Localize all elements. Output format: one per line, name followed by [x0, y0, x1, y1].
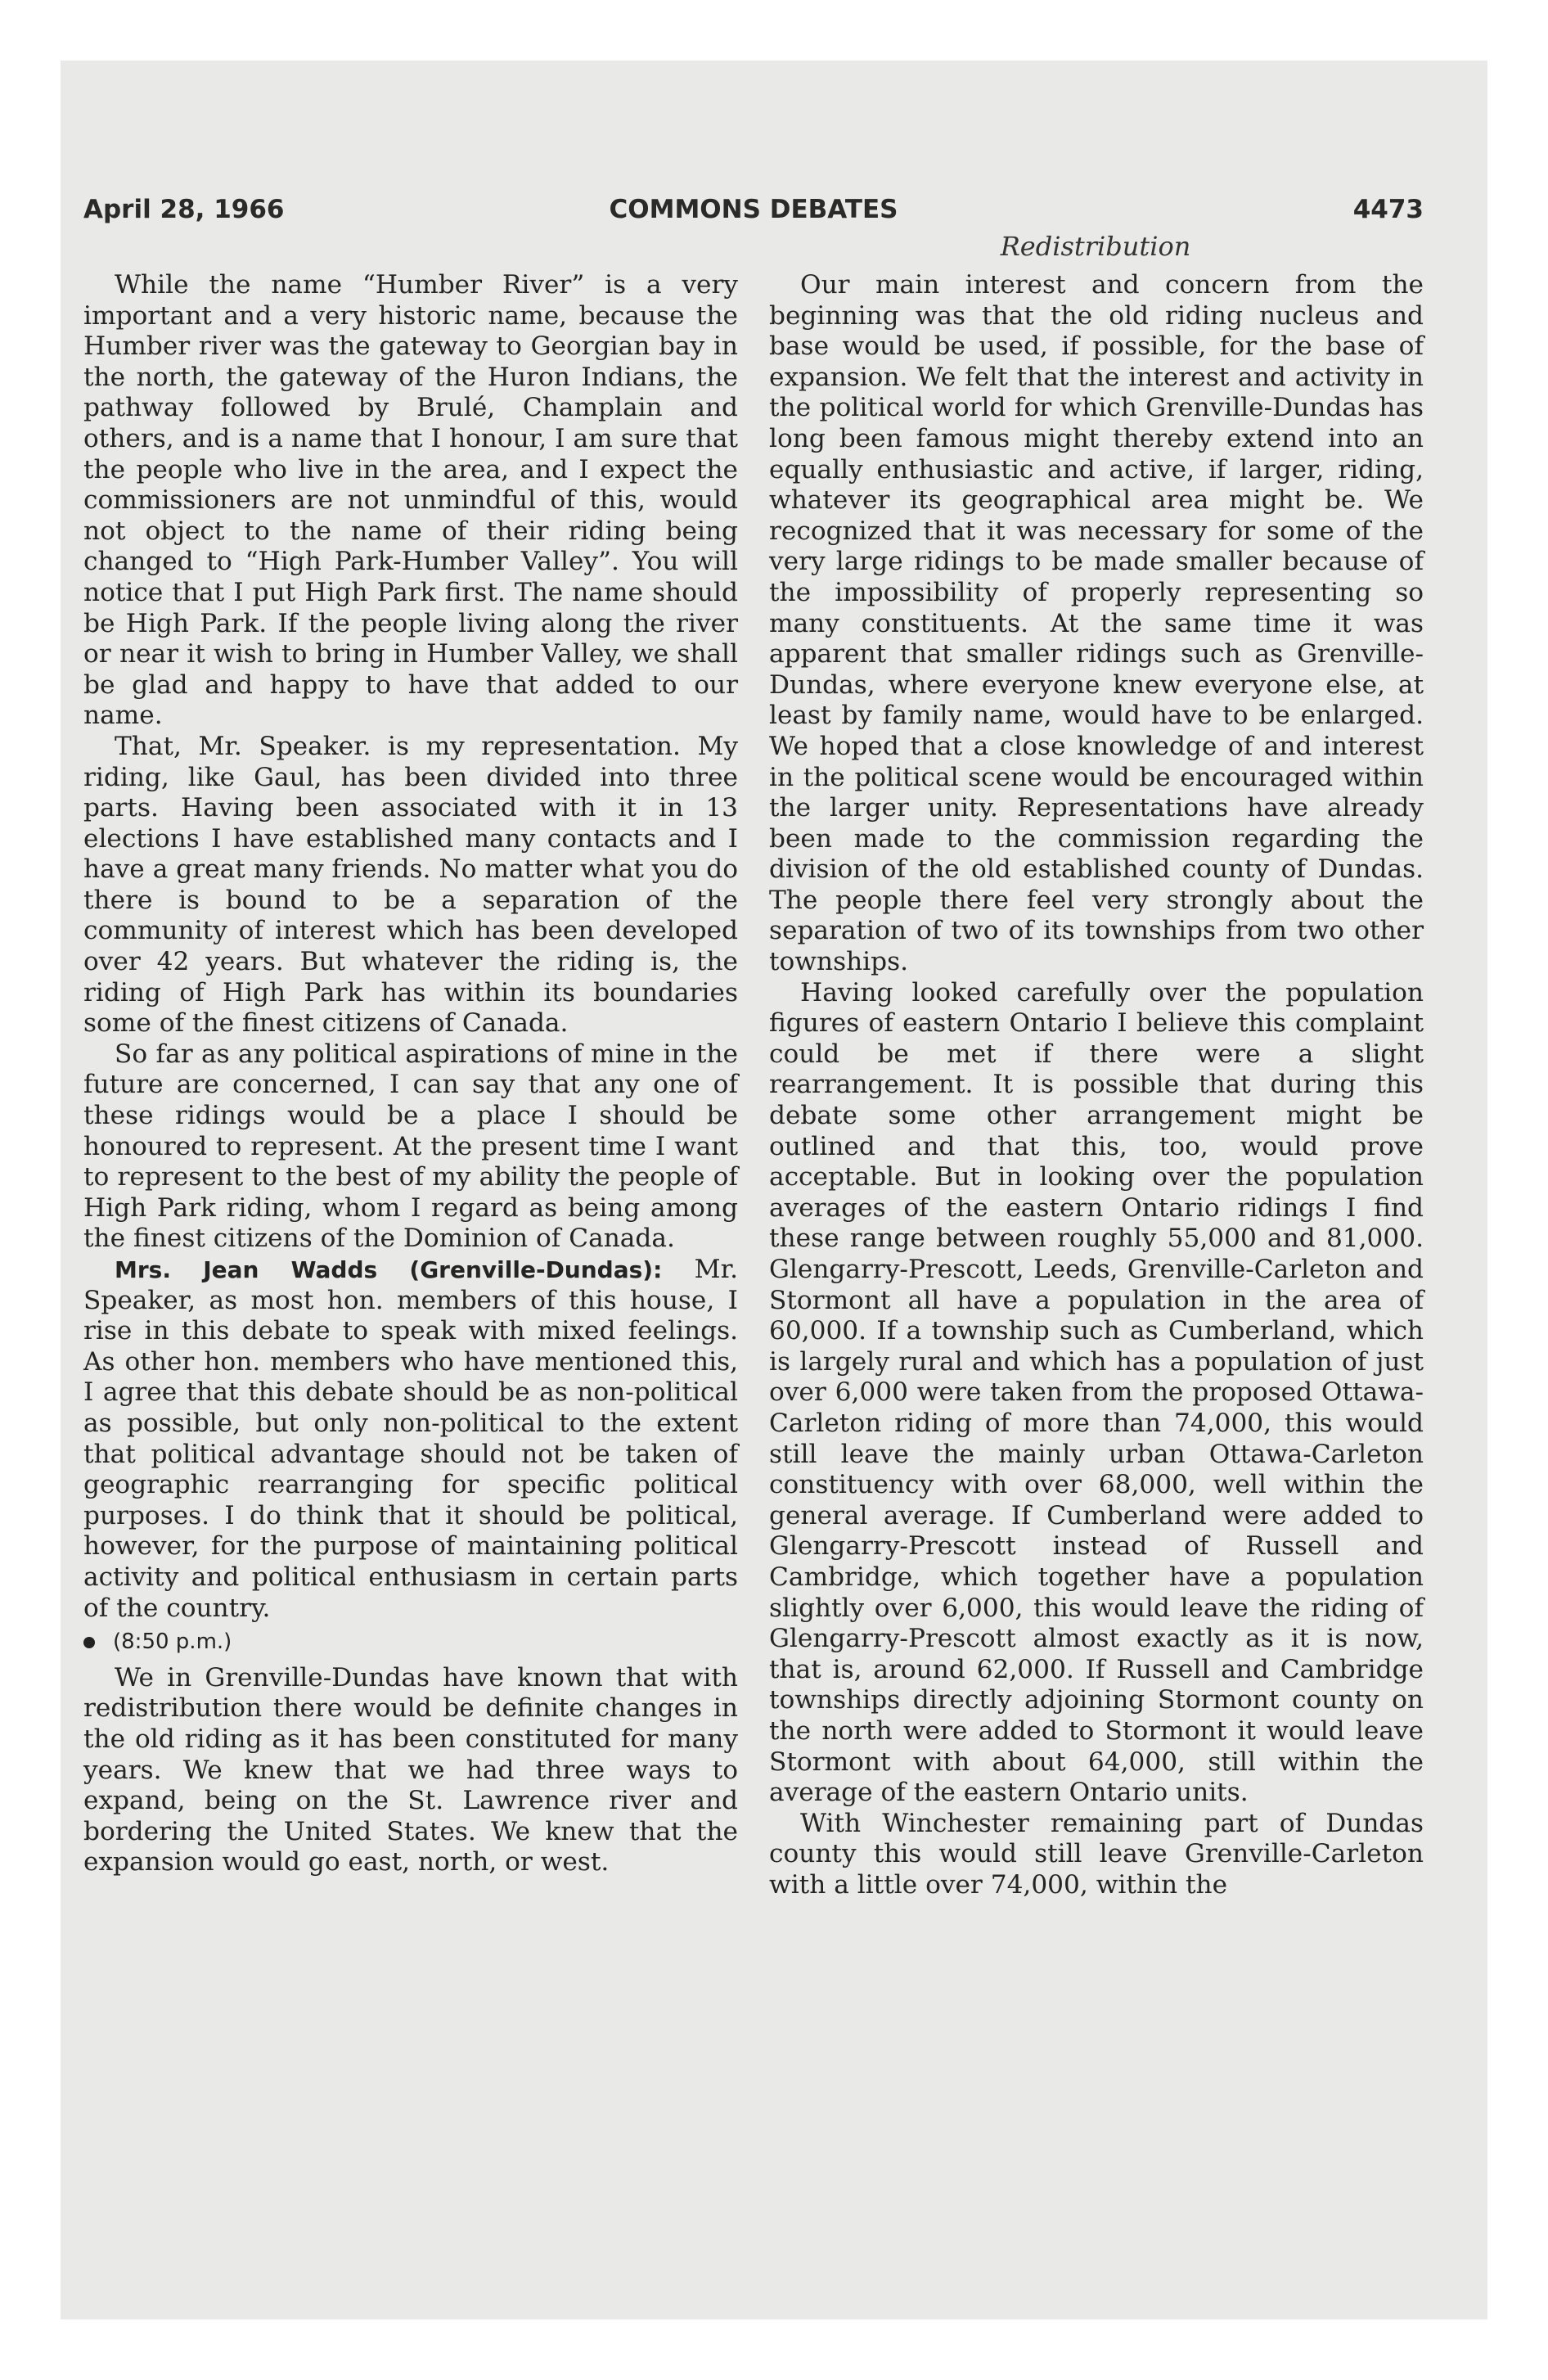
paragraph: So far as any political aspirations of mine in the future are concerned, I can say that any one of these ridings would be a place I should be honoured to represent. At the present time I want to represent to the best of my ability the people of High Park riding, whom I regard as being among the finest citizens of the Dominion of Canada.	[83, 1039, 738, 1254]
speaker-paragraph	[83, 1255, 738, 1624]
time-text: (8:50 p.m.)	[113, 1629, 232, 1655]
paragraph: Having looked carefully over the population figures of eastern Ontario I believe this complaint could be met if there were a slight rearrangement. It is possible that during this debate some other arrangement might be outlined and that this, too, would prove acceptable. But in looking over the population averages of the eastern Ontario ridings I find these range between roughly 55,000 and 81,000. Glengarry-Prescott, Leeds, Grenville-Carleton and Stormont all have a population in the area of 60,000. If a township such as Cumberland, which is largely rural and which has a population of just over 6,000 were taken from the proposed Ottawa-Carleton riding of more than 74,000, this would still leave the mainly urban Ottawa-Carleton constituency with over 68,000, well within the general average. If Cumberland were added to Glengarry-Prescott instead of Russell and Cambridge, which together have a population slightly over 6,000, this would leave the riding of Glengarry-Prescott almost exactly as it is now, that is, around 62,000. If Russell and Cambridge townships directly adjoining Stormont county on the north were added to Stormont it would leave Stormont with about 64,000, still within the average of the eastern Ontario units.	[769, 977, 1424, 1808]
right-column	[769, 270, 1424, 1900]
bullet-icon	[83, 1637, 95, 1648]
paragraph: We in Grenville-Dundas have known that with redistribution there would be definite changes in the old riding as it has been constituted for many years. We knew that we had three ways to expand, being on the St. Lawrence river and bordering the United States. We knew that the expansion would go east, north, or west.	[83, 1662, 738, 1877]
time-marker	[83, 1627, 738, 1658]
page-header	[83, 195, 1424, 236]
speaker-name: Mrs. Jean Wadds (Grenville-Dundas):	[115, 1256, 663, 1283]
header-title: COMMONS DEBATES	[609, 195, 898, 224]
header-page-number: 4473	[1352, 195, 1424, 224]
paragraph: With Winchester remaining part of Dundas county this would still leave Grenville-Carleton with a little over 74,000, within the	[769, 1808, 1424, 1900]
paragraph: That, Mr. Speaker. is my representation. My riding, like Gaul, has been divided into three parts. Having been associated with it in 13 elections I have established many contacts and I have a great many friends. No matter what you do there is bound to be a separation of the community of interest which has been developed over 42 years. But whatever the riding is, the riding of High Park has within its boundaries some of the finest citizens of Canada.	[83, 731, 738, 1039]
section-subhead: Redistribution	[1000, 231, 1191, 262]
speech-text: Mr. Speaker, as most hon. members of this house, I rise in this debate to speak with mixed feelings. As other hon. members who have mentioned this, I agree that this debate should be as non-political as possible, but only non-political to the extent that political advantage should not be taken of geographic rearranging for specific political purposes. I do think that it should be political, however, for the purpose of maintaining political activity and political enthusiasm in certain parts of the country.	[83, 1255, 738, 1623]
left-column	[83, 270, 738, 1878]
header-date: April 28, 1966	[83, 195, 285, 224]
paragraph: While the name “Humber River” is a very important and a very historic name, because the Humber river was the gateway to Georgian bay in the north, the gateway of the Huron Indians, the pathway followed by Brulé, Champlain and others, and is a name that I honour, I am sure that the people who live in the area, and I expect the commissioners are not unmindful of this, would not object to the name of their riding being changed to “High Park-Humber Valley”. You will notice that I put High Park first. The name should be High Park. If the people living along the river or near it wish to bring in Humber Valley, we shall be glad and happy to have that added to our name.	[83, 270, 738, 731]
paragraph: Our main interest and concern from the beginning was that the old riding nucleus and base would be used, if possible, for the base of expansion. We felt that the interest and activity in the political world for which Grenville-Dundas has long been famous might thereby extend into an equally enthusiastic and active, if larger, riding, whatever its geographical area might be. We recognized that it was necessary for some of the very large ridings to be made smaller because of the impossibility of properly representing so many constituents. At the same time it was apparent that smaller ridings such as Grenville-Dundas, where everyone knew everyone else, at least by family name, would have to be enlarged. We hoped that a close knowledge of and interest in the political scene would be encouraged within the larger unity. Representations have already been made to the commission regarding the division of the old established county of Dundas. The people there feel very strongly about the separation of two of its townships from two other townships.	[769, 270, 1424, 977]
